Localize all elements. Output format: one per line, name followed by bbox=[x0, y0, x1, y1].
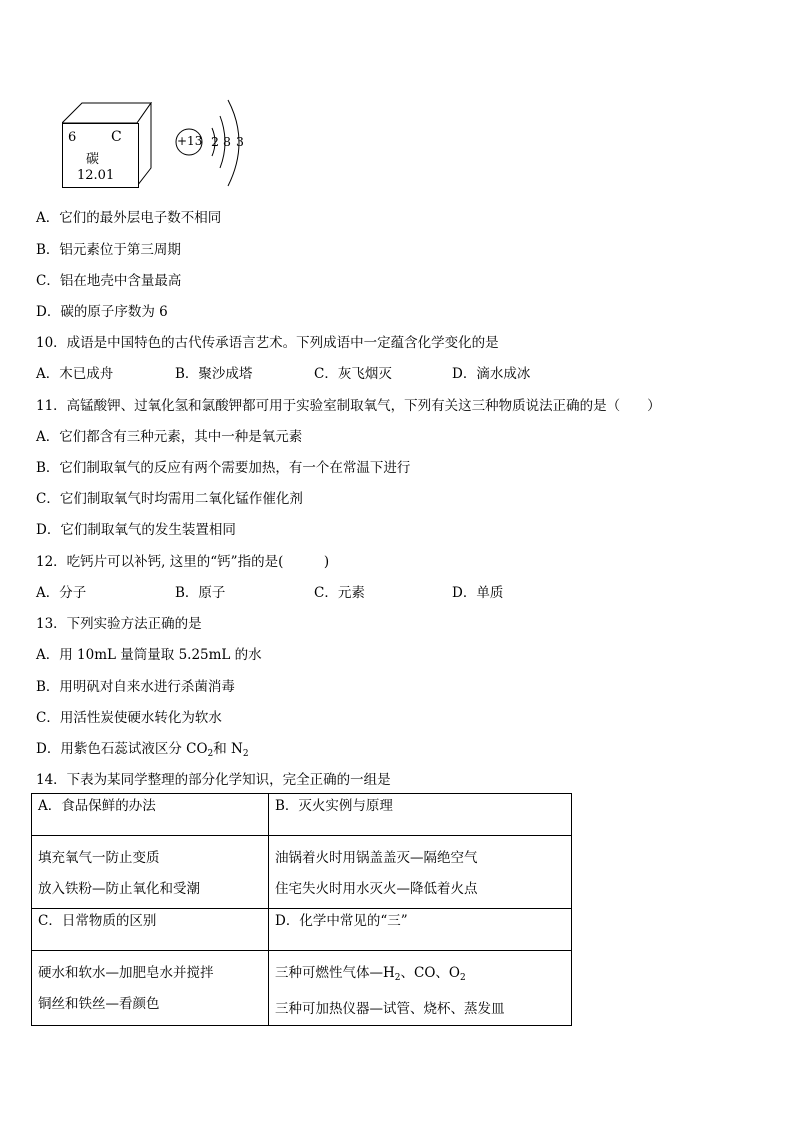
table-cell-line bbox=[275, 958, 571, 994]
d-line1-sub1: 2 bbox=[394, 973, 401, 983]
q13-option-d-sub1: 2 bbox=[207, 749, 214, 759]
table-cell-b-head: B．灭火实例与原理 bbox=[269, 794, 572, 836]
q13-stem: 13．下列实验方法正确的是 bbox=[36, 616, 202, 632]
q9-option-d: D．碳的原子序数为 6 bbox=[36, 304, 168, 320]
table-row bbox=[32, 909, 572, 951]
table-cell-c-head: C．日常物质的区别 bbox=[32, 909, 269, 951]
d-line1-prefix: 三种可燃性气体—H bbox=[275, 965, 395, 981]
d-line1-mid: 、CO、O bbox=[400, 965, 460, 981]
shell-1-electrons: 2 bbox=[211, 134, 219, 149]
table-cell-line: 填充氧气一防止变质 bbox=[38, 850, 160, 866]
atomic-mass: 12.01 bbox=[77, 168, 115, 183]
shell-2-electrons: 8 bbox=[223, 134, 231, 149]
table-row bbox=[32, 951, 572, 1026]
q10-option-d: D．滴水成冰 bbox=[452, 366, 531, 382]
element-symbol: C bbox=[111, 129, 122, 145]
q13-option-d-mid: 和 N bbox=[213, 741, 243, 757]
q13-option-b: B．用明矾对自来水进行杀菌消毒 bbox=[36, 679, 235, 695]
q13-option-a: A．用 10mL 量筒量取 5.25mL 的水 bbox=[36, 647, 262, 663]
q12-option-b: B．原子 bbox=[175, 585, 226, 601]
q12-option-a: A．分子 bbox=[36, 585, 87, 601]
table-cell-d-body bbox=[269, 951, 572, 1026]
q13-option-d-sub2: 2 bbox=[242, 749, 249, 759]
table-cell-a-head: A．食品保鲜的办法 bbox=[32, 794, 269, 836]
table-cell-c-body bbox=[32, 951, 269, 1026]
table-cell-line: 硬水和软水—加肥皂水并搅拌 bbox=[38, 965, 214, 981]
q12-option-c: C．元素 bbox=[314, 585, 365, 601]
q10-option-a: A．木已成舟 bbox=[36, 366, 114, 382]
q11-stem: 11．高锰酸钾、过氧化氢和氯酸钾都可用于实验室制取氧气，下列有关这三种物质说法正确的是（ ） bbox=[36, 398, 661, 414]
table-cell-b-body bbox=[269, 836, 572, 909]
element-name: 碳 bbox=[86, 152, 100, 167]
q12-stem: 12．吃钙片可以补钙, 这里的“钙”指的是( ) bbox=[36, 554, 330, 570]
q10-stem: 10．成语是中国特色的古代传承语言艺术。下列成语中一定蕴含化学变化的是 bbox=[36, 335, 499, 351]
table-row bbox=[32, 794, 572, 836]
table-cell-line: 铜丝和铁丝—看颜色 bbox=[38, 996, 160, 1012]
d-line1-sub2: 2 bbox=[459, 973, 466, 983]
table-cell-line: 油锅着火时用锅盖盖灭—隔绝空气 bbox=[275, 850, 478, 866]
q10-option-c: C．灰飞烟灭 bbox=[314, 366, 392, 382]
q9-option-b: B．铝元素位于第三周期 bbox=[36, 242, 181, 258]
q11-option-c: C．它们制取氧气时均需用二氧化锰作催化剂 bbox=[36, 491, 303, 507]
q13-option-c: C．用活性炭使硬水转化为软水 bbox=[36, 710, 222, 726]
q12-option-d: D．单质 bbox=[452, 585, 504, 601]
q14-stem: 14．下表为某同学整理的部分化学知识，完全正确的一组是 bbox=[36, 772, 391, 788]
shell-3-electrons: 3 bbox=[236, 134, 244, 149]
q10-option-b: B．聚沙成塔 bbox=[175, 366, 253, 382]
q11-option-a: A．它们都含有三种元素，其中一种是氧元素 bbox=[36, 429, 303, 445]
q13-option-d bbox=[36, 737, 249, 759]
table-cell-line: 放入铁粉—防止氧化和受潮 bbox=[38, 881, 200, 897]
q13-option-d-prefix: D．用紫色石蕊试液区分 CO bbox=[36, 741, 208, 757]
q14-knowledge-table bbox=[31, 793, 572, 1026]
table-row bbox=[32, 836, 572, 909]
nucleus-charge: +13 bbox=[177, 134, 203, 148]
table-cell-a-body bbox=[32, 836, 269, 909]
q11-option-b: B．它们制取氧气的反应有两个需要加热，有一个在常温下进行 bbox=[36, 460, 411, 476]
table-cell-line: 三种可加热仪器—试管、烧杯、蒸发皿 bbox=[275, 1001, 505, 1017]
q11-option-d: D．它们制取氧气的发生装置相同 bbox=[36, 522, 236, 538]
table-cell-d-head: D．化学中常见的“三” bbox=[269, 909, 572, 951]
q9-option-c: C．铝在地壳中含量最高 bbox=[36, 273, 182, 289]
element-card-front bbox=[62, 123, 139, 188]
atomic-number: 6 bbox=[68, 130, 77, 145]
table-cell-line: 住宅失火时用水灭火—降低着火点 bbox=[275, 881, 478, 897]
q9-option-a: A．它们的最外层电子数不相同 bbox=[36, 210, 222, 226]
